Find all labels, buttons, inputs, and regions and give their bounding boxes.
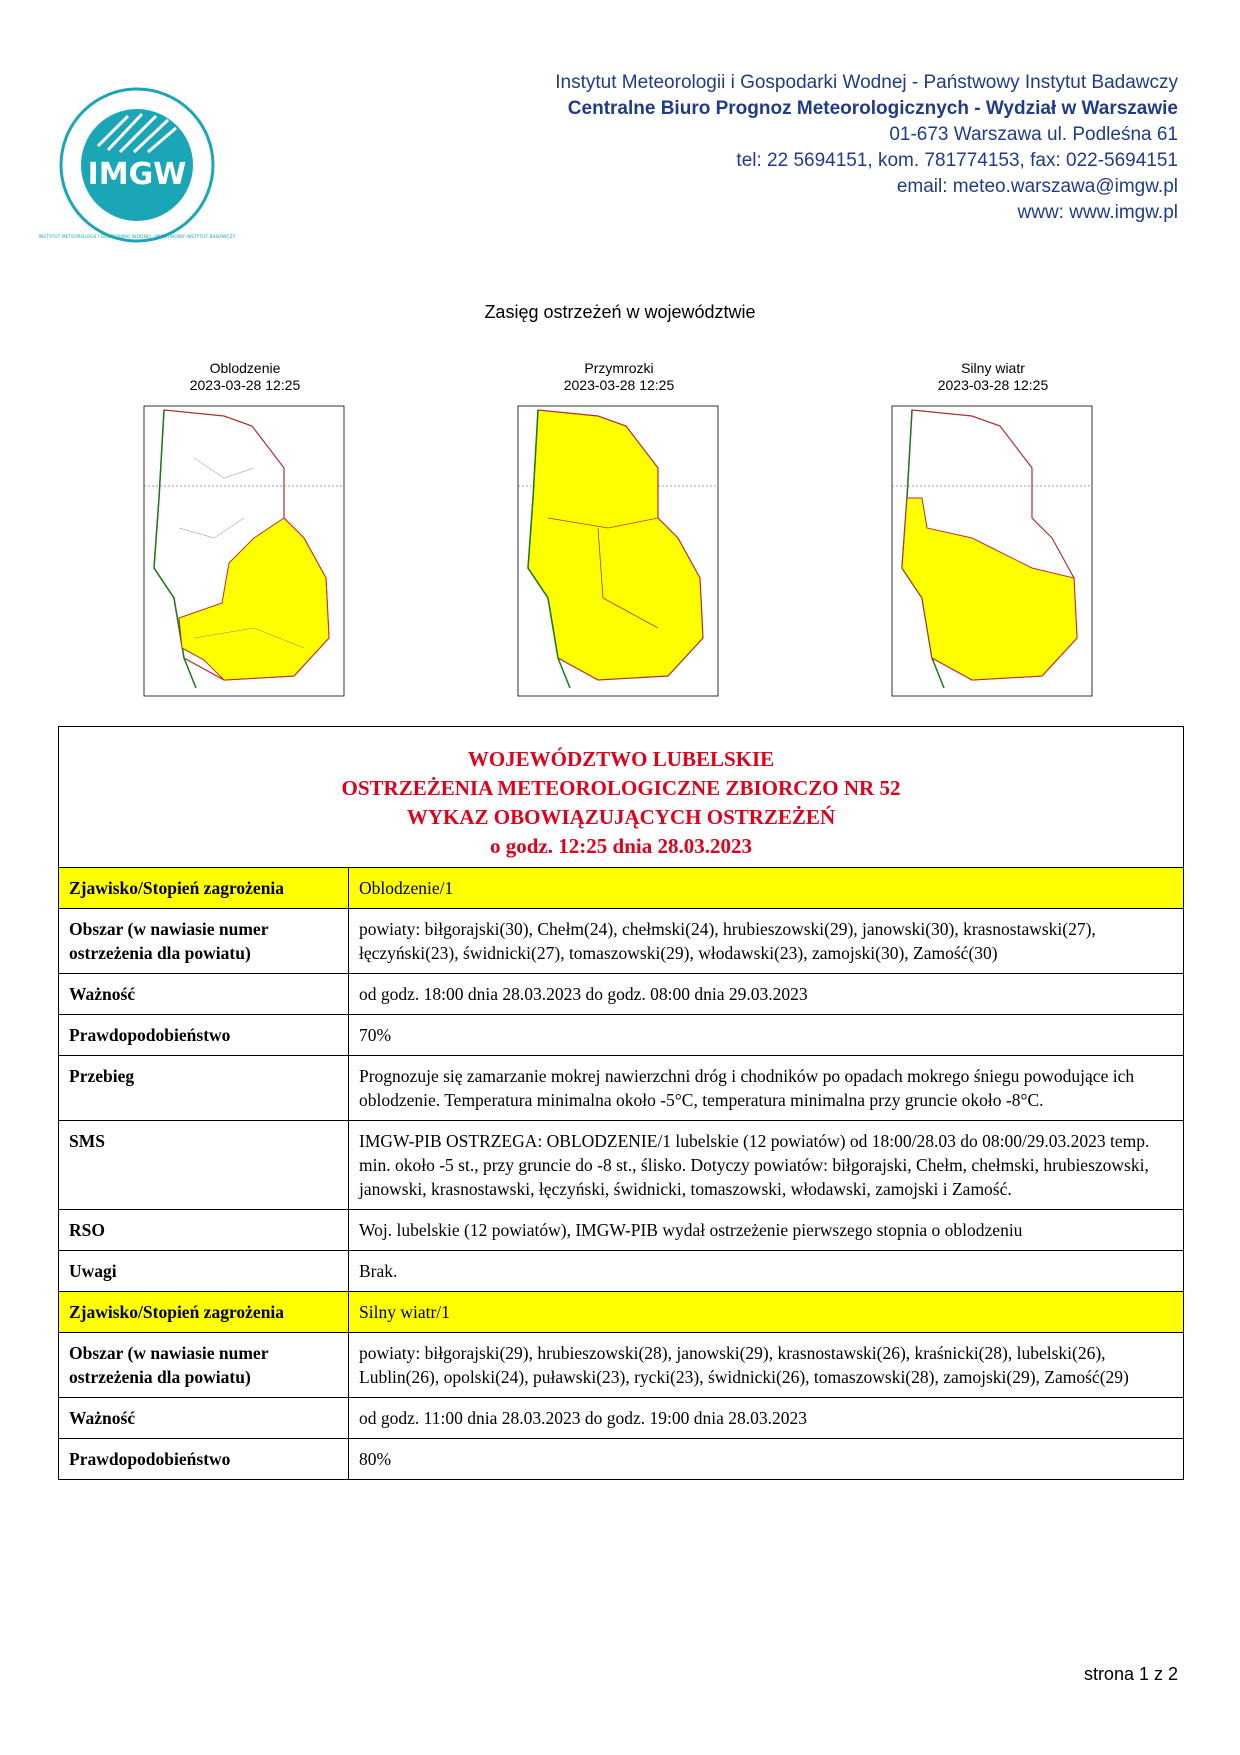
- row-value: 80%: [359, 1449, 392, 1469]
- org-phone: tel: 22 5694151, kom. 781774153, fax: 022-5694151: [736, 150, 1178, 171]
- map-date: 2023-03-28 12:25: [937, 377, 1049, 393]
- table-row: [59, 1015, 1183, 1056]
- map-silny-wiatr: [882, 360, 1104, 708]
- table-row: [59, 909, 1183, 974]
- row-key: Prawdopodobieństwo: [59, 1015, 349, 1055]
- organization-header: [555, 70, 1178, 226]
- map-przymrozki: [508, 360, 730, 708]
- org-email[interactable]: email: meteo.warszawa@imgw.pl: [896, 176, 1178, 197]
- table-row: [59, 1121, 1183, 1210]
- table-row: [59, 1056, 1183, 1121]
- map-graphic: [134, 398, 356, 708]
- row-key: Uwagi: [59, 1251, 349, 1291]
- map-graphic: [882, 398, 1104, 708]
- row-key: Ważność: [59, 1398, 349, 1438]
- row-key: Obszar (w nawiasie numer ostrzeżenia dla powiatu): [59, 1333, 349, 1397]
- table-row: [59, 868, 1183, 909]
- row-value: Silny wiatr/1: [359, 1302, 450, 1322]
- row-value: Prognozuje się zamarzanie mokrej nawierzchni dróg i chodników po opadach mokrego śniegu powodujące ich oblodzenie. Temperatura minimalna około -5°C, temperatura minimalna przy gruncie około -8°C.: [359, 1066, 1135, 1110]
- row-value: IMGW-PIB OSTRZEGA: OBLODZENIE/1 lubelskie (12 powiatów) od 18:00/28.03 do 08:00/29.03.2023 temp. min. około -5 st., przy gruncie do -8 st., ślisko. Dotyczy powiatów: biłgorajski, Chełm, chełmski, hrubieszowski, janowski, krasnostawski, łęczyński, świdnicki, tomaszowski, włodawski, zamojski i Zamość.: [359, 1131, 1150, 1199]
- header-bulletin: OSTRZEŻENIA METEOROLOGICZNE ZBIORCZO NR 52: [341, 776, 901, 800]
- table-row: [59, 974, 1183, 1015]
- map-oblodzenie: [134, 360, 356, 708]
- row-value: 70%: [359, 1025, 392, 1045]
- row-key: RSO: [59, 1210, 349, 1250]
- row-key: Ważność: [59, 974, 349, 1014]
- table-row: [59, 1210, 1183, 1251]
- header-list: WYKAZ OBOWIĄZUJĄCYCH OSTRZEŻEŃ: [406, 805, 836, 829]
- row-key: Zjawisko/Stopień zagrożenia: [59, 1292, 349, 1332]
- map-date: 2023-03-28 12:25: [189, 377, 301, 393]
- warnings-header: [59, 727, 1183, 868]
- row-key: SMS: [59, 1121, 349, 1209]
- row-key: Przebieg: [59, 1056, 349, 1120]
- table-row: [59, 1333, 1183, 1398]
- org-www[interactable]: www: www.imgw.pl: [1017, 202, 1178, 223]
- map-title: Przymrozki: [584, 360, 654, 376]
- org-line-1: Instytut Meteorologii i Gospodarki Wodnej - Państwowy Instytut Badawczy: [555, 72, 1178, 93]
- map-graphic: [508, 398, 730, 708]
- page-number: strona 1 z 2: [1083, 1664, 1178, 1684]
- table-row: [59, 1439, 1183, 1479]
- map-date: 2023-03-28 12:25: [563, 377, 675, 393]
- row-key: Prawdopodobieństwo: [59, 1439, 349, 1479]
- table-row: [59, 1251, 1183, 1292]
- row-value: od godz. 11:00 dnia 28.03.2023 do godz. 19:00 dnia 28.03.2023: [359, 1408, 807, 1428]
- row-key: Obszar (w nawiasie numer ostrzeżenia dla powiatu): [59, 909, 349, 973]
- org-line-2: Centralne Biuro Prognoz Meteorologicznych - Wydział w Warszawie: [567, 98, 1178, 119]
- row-value: od godz. 18:00 dnia 28.03.2023 do godz. 08:00 dnia 29.03.2023: [359, 984, 808, 1004]
- table-row: [59, 1292, 1183, 1333]
- map-title: Silny wiatr: [961, 360, 1025, 376]
- map-title: Oblodzenie: [209, 360, 281, 376]
- imgw-logo: [38, 86, 236, 244]
- row-value: Woj. lubelskie (12 powiatów), IMGW-PIB wydał ostrzeżenie pierwszego stopnia o oblodzeniu: [359, 1220, 1023, 1240]
- header-voivodeship: WOJEWÓDZTWO LUBELSKIE: [467, 747, 775, 771]
- row-value: powiaty: biłgorajski(30), Chełm(24), chełmski(24), hrubieszowski(29), janowski(30), krasnostawski(27), łęczyński(23), świdnicki(27), tomaszowski(29), włodawski(23), zamojski(30), Zamość(30): [359, 919, 1096, 963]
- row-value: powiaty: biłgorajski(29), hrubieszowski(28), janowski(29), krasnostawski(26), kraśnicki(28), lubelski(26), Lublin(26), opolski(24), puławski(23), rycki(23), świdnicki(26), tomaszowski(28), zamojski(29), Zamość(29): [359, 1343, 1129, 1387]
- header-time: o godz. 12:25 dnia 28.03.2023: [490, 834, 752, 858]
- row-key: Zjawisko/Stopień zagrożenia: [59, 868, 349, 908]
- row-value: Brak.: [359, 1261, 398, 1281]
- maps-title: Zasięg ostrzeżeń w województwie: [484, 302, 756, 322]
- warnings-table: [58, 726, 1184, 1480]
- org-address: 01-673 Warszawa ul. Podleśna 61: [889, 124, 1178, 145]
- logo-ring-text: INSTYTUT METEOROLOGII I GOSPODARKI WODNEJ · PAŃSTWOWY INSTYTUT BADAWCZY: [38, 235, 236, 240]
- table-row: [59, 1398, 1183, 1439]
- row-value: Oblodzenie/1: [359, 878, 454, 898]
- logo-text: IMGW: [87, 157, 187, 192]
